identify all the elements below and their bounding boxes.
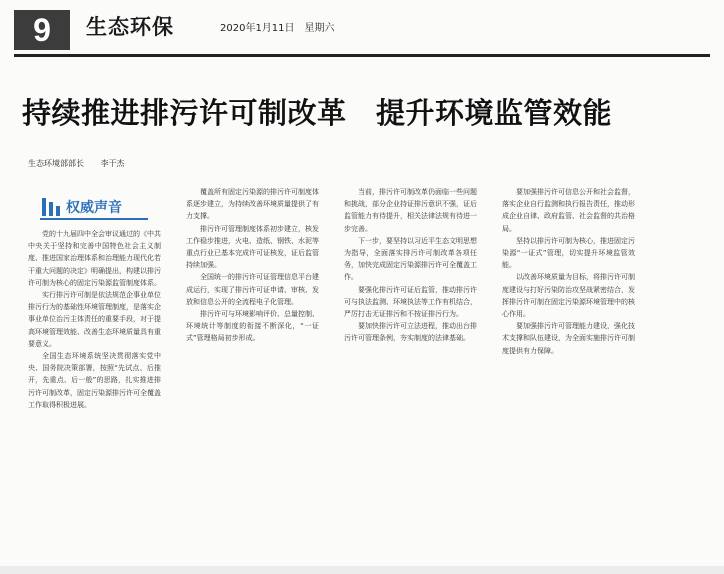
- page-bottom-edge: [0, 566, 724, 574]
- column-badge: [40, 196, 148, 220]
- badge-bar-icon: [42, 198, 46, 216]
- paragraph: 要强化排污许可证后监管，推动排污许可与执法监测、环境执法等工作有机结合，严厉打击无证排污和不按证排污行为。: [344, 285, 477, 319]
- article-headline: 持续推进排污许可制改革 提升环境监管效能: [22, 96, 613, 130]
- paragraph: 要加强排污许可信息公开和社会监督，落实企业自行监测和执行报告责任，推动形成企业自律、政府监管、社会监督的共治格局。: [502, 188, 635, 233]
- page-header: [0, 0, 724, 58]
- paragraph: 当前，排污许可制改革仍面临一些问题和挑战，部分企业持证排污意识不强，证后监管能力有待提升，相关法律法规有待进一步完善。: [344, 188, 477, 233]
- column-badge-label: 权威声音: [66, 200, 122, 216]
- badge-underline: [40, 218, 148, 220]
- text-column-2: [186, 186, 319, 558]
- paragraph: 全国统一的排污许可证管理信息平台建成运行，实现了排污许可证申请、审核、发放和信息公开的全流程电子化管理。: [186, 273, 319, 306]
- paragraph: 覆盖所有固定污染源的排污许可制度体系逐步建立，为持续改善环境质量提供了有力支撑。: [186, 188, 319, 221]
- page-number: 9: [14, 10, 70, 50]
- paragraph: 以改善环境质量为目标，将排污许可制度建设与打好污染防治攻坚战紧密结合，发挥排污许可制在固定污染源环境管理中的核心作用。: [502, 273, 635, 319]
- text-column-1: [28, 228, 161, 558]
- paragraph: 排污许可与环境影响评价、总量控制、环境统计等制度的衔接不断深化，“一证式”管理格局初步形成。: [186, 310, 319, 343]
- text-column-4: [502, 186, 635, 558]
- paragraph: 要加快排污许可立法进程，推动出台排污许可管理条例，夯实制度的法律基础。: [344, 322, 477, 343]
- badge-bar-icon: [49, 202, 53, 216]
- paragraph: 下一步，要坚持以习近平生态文明思想为指导，全面落实排污许可制改革各项任务，加快完成固定污染源排污许可全覆盖工作。: [344, 236, 477, 282]
- header-rule: [14, 54, 710, 57]
- byline-name: 李干杰: [100, 159, 125, 168]
- byline: [28, 158, 139, 169]
- badge-bar-icon: [56, 206, 60, 216]
- text-column-3: [344, 186, 477, 558]
- paragraph: 要加强排污许可管理能力建设，强化技术支撑和队伍建设，为全面实施排污许可制度提供有力保障。: [502, 322, 635, 355]
- paragraph: 党的十九届四中全会审议通过的《中共中央关于坚持和完善中国特色社会主义制度、推进国家治理体系和治理能力现代化若干重大问题的决定》明确提出，构建以排污许可制为核心的固定污染源监管制度体系。: [28, 230, 161, 287]
- paragraph: 实行排污许可制是依法规范企事业单位排污行为的基础性环境管理制度，是落实企事业单位治污主体责任的重要手段，对于提高环境管理效能、改善生态环境质量具有重要意义。: [28, 291, 161, 348]
- byline-title: 生态环境部部长: [28, 159, 84, 168]
- paragraph: 坚持以排污许可制为核心，推进固定污染源“一证式”管理，切实提升环境监管效能。: [502, 236, 635, 270]
- section-title: 生态环保: [86, 15, 174, 39]
- issue-date: 2020年1月11日 星期六: [220, 23, 335, 34]
- paragraph: 全国生态环境系统坚决贯彻落实党中央、国务院决策部署，按照“先试点、后推开，先重点、后一般”的思路，扎实推进排污许可制改革，固定污染源排污许可全覆盖工作取得积极进展。: [28, 352, 161, 409]
- paragraph: 排污许可管理制度体系初步建立，核发工作稳步推进，火电、造纸、钢铁、水泥等重点行业已基本完成许可证核发，证后监管持续加强。: [186, 224, 319, 270]
